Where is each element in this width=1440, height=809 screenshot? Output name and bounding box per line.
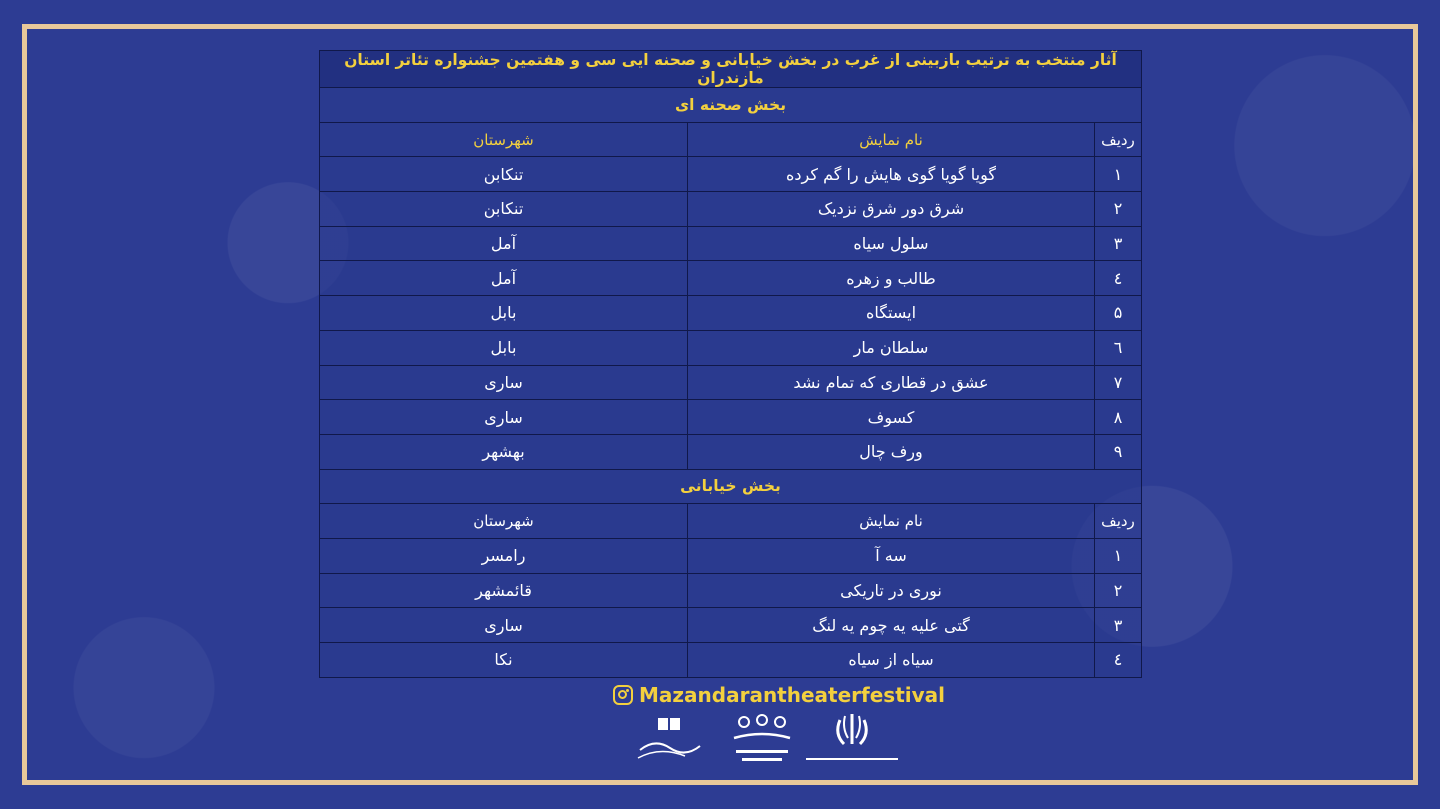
table-row bbox=[320, 400, 1142, 435]
row-num: ٤ bbox=[1095, 261, 1142, 296]
table-row bbox=[320, 330, 1142, 365]
table-row bbox=[320, 261, 1142, 296]
row-city: ساری bbox=[320, 608, 688, 643]
table-row bbox=[320, 643, 1142, 678]
row-city: آمل bbox=[320, 226, 688, 261]
header-num: ردیف bbox=[1095, 504, 1142, 539]
row-city: آمل bbox=[320, 261, 688, 296]
table-title-row bbox=[320, 51, 1142, 88]
row-name: سیاه از سیاه bbox=[688, 643, 1095, 678]
row-city: تنکابن bbox=[320, 157, 688, 192]
table-row bbox=[320, 434, 1142, 469]
row-name: سه آ bbox=[688, 538, 1095, 573]
table-title: آثار منتخب به ترتیب بازبینی از غرب در بخش خیابانی و صحنه ایی سی و هفتمین جشنواره تئاتر استان مازندران bbox=[320, 51, 1142, 88]
row-name: گویا گویا گوی هایش را گم کرده bbox=[688, 157, 1095, 192]
instagram-handle-block[interactable] bbox=[613, 682, 945, 708]
results-table-wrapper bbox=[319, 50, 1142, 678]
header-num: ردیف bbox=[1095, 122, 1142, 157]
stage-section-label: بخش صحنه ای bbox=[320, 88, 1142, 123]
row-city: ساری bbox=[320, 400, 688, 435]
row-name: گتی علیه یه چوم یه لنگ bbox=[688, 608, 1095, 643]
row-city: ساری bbox=[320, 365, 688, 400]
row-num: ۳ bbox=[1095, 226, 1142, 261]
row-name: سلطان مار bbox=[688, 330, 1095, 365]
row-name: عشق در قطاری که تمام نشد bbox=[688, 365, 1095, 400]
row-num: ۵ bbox=[1095, 296, 1142, 331]
iran-emblem-logo bbox=[802, 710, 902, 770]
stage-section-row bbox=[320, 88, 1142, 123]
instagram-handle[interactable]: Mazandarantheaterfestival bbox=[639, 683, 946, 707]
row-num: ۱ bbox=[1095, 157, 1142, 192]
sponsor-logos bbox=[630, 710, 910, 770]
row-num: ۷ bbox=[1095, 365, 1142, 400]
row-name: سلول سیاه bbox=[688, 226, 1095, 261]
row-city: بابل bbox=[320, 296, 688, 331]
header-city: شهرستان bbox=[320, 504, 688, 539]
row-city: رامسر bbox=[320, 538, 688, 573]
table-row bbox=[320, 573, 1142, 608]
table-row bbox=[320, 608, 1142, 643]
row-city: تنکابن bbox=[320, 192, 688, 227]
row-num: ۳ bbox=[1095, 608, 1142, 643]
performing-arts-association-logo bbox=[722, 710, 802, 770]
street-section-row bbox=[320, 469, 1142, 504]
street-header-row bbox=[320, 504, 1142, 539]
row-name: کسوف bbox=[688, 400, 1095, 435]
row-name: شرق دور شرق نزدیک bbox=[688, 192, 1095, 227]
street-section-label: بخش خیابانی bbox=[320, 469, 1142, 504]
header-name: نام نمایش bbox=[688, 122, 1095, 157]
header-name: نام نمایش bbox=[688, 504, 1095, 539]
row-name: طالب و زهره bbox=[688, 261, 1095, 296]
row-num: ۱ bbox=[1095, 538, 1142, 573]
table-row bbox=[320, 365, 1142, 400]
table-row bbox=[320, 296, 1142, 331]
row-num: ٤ bbox=[1095, 643, 1142, 678]
stage-header-row bbox=[320, 122, 1142, 157]
results-table bbox=[319, 50, 1142, 678]
row-city: قائمشهر bbox=[320, 573, 688, 608]
header-city: شهرستان bbox=[320, 122, 688, 157]
table-row bbox=[320, 157, 1142, 192]
row-city: نکا bbox=[320, 643, 688, 678]
row-name: نوری در تاریکی bbox=[688, 573, 1095, 608]
table-row bbox=[320, 226, 1142, 261]
row-city: بابل bbox=[320, 330, 688, 365]
table-row bbox=[320, 192, 1142, 227]
row-num: ۹ bbox=[1095, 434, 1142, 469]
row-num: ۲ bbox=[1095, 192, 1142, 227]
table-row bbox=[320, 538, 1142, 573]
row-num: ۲ bbox=[1095, 573, 1142, 608]
theater-festival-logo bbox=[630, 710, 710, 770]
instagram-icon bbox=[613, 685, 633, 705]
row-num: ۸ bbox=[1095, 400, 1142, 435]
row-city: بهشهر bbox=[320, 434, 688, 469]
row-name: ایستگاه bbox=[688, 296, 1095, 331]
row-name: ورف چال bbox=[688, 434, 1095, 469]
row-num: ٦ bbox=[1095, 330, 1142, 365]
